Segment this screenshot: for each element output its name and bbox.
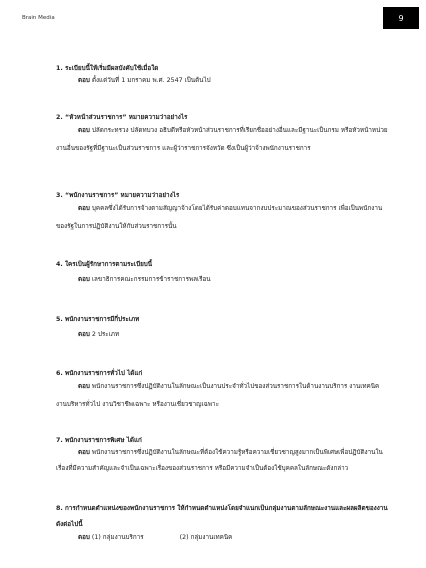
qa-item-4	[56, 260, 388, 284]
page-number: 9	[398, 13, 404, 23]
question-5: 5. พนักงานราชการมีกี่ประเภท	[56, 316, 140, 323]
question-2: 2. “หัวหน้าส่วนราชการ” หมายความว่าอย่างไร	[56, 114, 188, 121]
option-1: (1) กลุ่มงานบริการ	[91, 534, 144, 541]
qa-item-1	[56, 64, 388, 85]
answer-3: ตอบ บุคคลซึ่งได้รับการจ้างตามสัญญาจ้างโดยได้รับค่าตอบแทนจากงบประมาณของส่วนราชการ เพื่อเป็นพนักงานของรัฐในการปฏิบัติงานให้กับส่วนราชการนั้น	[56, 205, 383, 230]
question-8: 8. การกำหนดตำแหน่งของพนักงานราชการ ให้กำหนดตำแหน่งโดยจำแนกเป็นกลุ่มงานตามลักษณะงานและผลผลิตของงาน ดังต่อไปนี้	[56, 505, 388, 528]
answer-4: ตอบ เลขาธิการคณะกรรมการข้าราชการพลเรือน	[78, 276, 211, 283]
answer-1: ตอบ ตั้งแต่วันที่ 1 มกราคม พ.ศ. 2547 เป็นต้นไป	[78, 77, 211, 84]
question-3: 3. “พนักงานราชการ” หมายความว่าอย่างไร	[56, 192, 180, 199]
qa-item-7	[56, 436, 388, 477]
answer-6: ตอบ พนักงานราชการซึ่งปฏิบัติงานในลักษณะเป็นงานประจำทั่วไปของส่วนราชการในด้านงานบริการ งานเทคนิค งานบริหารทั่วไป งานวิชาชีพเฉพาะ หรืองานเชี่ยวชาญเฉพาะ	[56, 383, 380, 408]
qa-item-6	[56, 369, 388, 414]
option-2: (2) กลุ่มงานเทคนิค	[179, 534, 233, 541]
question-1: 1. ระเบียบนี้ให้เริ่มมีผลบังคับใช้เมื่อใด	[56, 65, 159, 72]
question-6: 6. พนักงานราชการทั่วไป ได้แก่	[56, 370, 143, 377]
qa-item-2	[56, 113, 388, 158]
page-number-badge	[383, 7, 419, 29]
question-4: 4. ใครเป็นผู้รักษาการตามระเบียบนี้	[56, 261, 153, 268]
question-7: 7. พนักงานราชการพิเศษ ได้แก่	[56, 437, 142, 444]
qa-item-3	[56, 191, 388, 236]
qa-item-5	[56, 315, 388, 339]
qa-item-8	[56, 501, 388, 542]
answer-5: ตอบ 2 ประเภท	[78, 331, 120, 338]
brand-name: Brain Media	[22, 15, 55, 21]
answer-8: ตอบ (1) กลุ่มงานบริการ (2) กลุ่มงานเทคนิค	[78, 534, 233, 541]
answer-2: ตอบ ปลัดกระทรวง ปลัดทบวง อธิบดีหรือหัวหน้าส่วนราชการที่เรียกชื่ออย่างอื่นและมีฐานะเป็นกรม หรือหัวหน้าหน่วยงานอื่นของรัฐที่มีฐานะเป็นส่วนราชการ และผู้ว่าราชการจังหวัด ซึ่งเป็นผู้ว่าจ้างพนักงานราชการ	[56, 127, 388, 152]
answer-7: ตอบ พนักงานราชการซึ่งปฏิบัติงานในลักษณะที่ต้องใช้ความรู้หรือความเชี่ยวชาญสูงมากเป็นพิเศษเพื่อปฏิบัติงานในเรื่องที่มีความสำคัญและจำเป็นเฉพาะเรื่องของส่วนราชการ หรือมีความจำเป็นต้องใช้บุคคลในลักษณะดังกล่าว	[56, 449, 383, 472]
